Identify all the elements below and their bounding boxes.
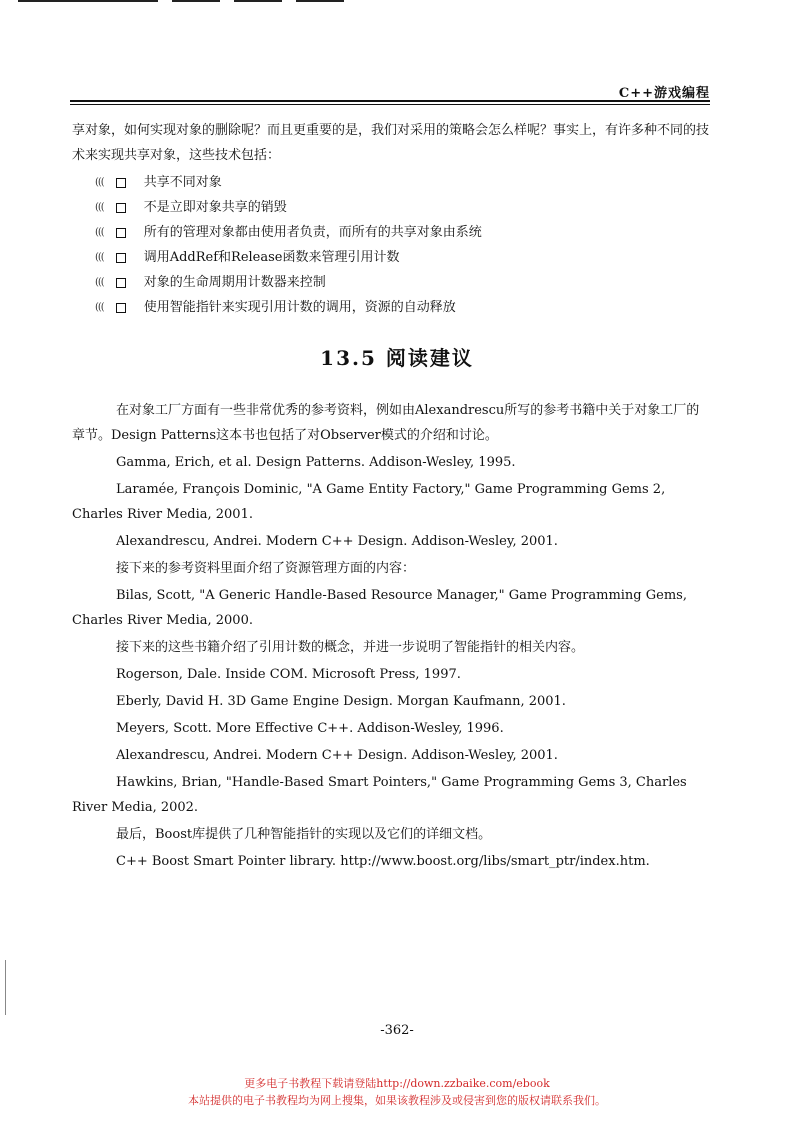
scan-edge-line [5,960,6,1015]
bullet-item [95,220,695,245]
running-header: C++游戏编程 [618,86,710,101]
footer-copyright-line: 本站提供的电子书教程均为网上搜集，如果该教程涉及或侵害到您的版权请联系我们。 [188,1094,606,1107]
reference-item: C++ Boost Smart Pointer library. http://www.boost.org/libs/smart_ptr/index.htm. [116,854,650,869]
reference-item: Eberly, David H. 3D Game Engine Design. Morgan Kaufmann, 2001. [116,694,566,709]
bullet-text: 不是立即对象共享的销毁 [143,200,287,215]
bullet-prefix: ((( [95,177,104,188]
bullet-prefix: ((( [95,227,104,238]
bullet-prefix: ((( [95,202,104,213]
checkbox-bullet-icon [116,303,126,313]
bullet-text: 调用AddRef和Release函数来管理引用计数 [143,250,400,265]
reference-item: Meyers, Scott. More Effective C++. Addison-Wesley, 1996. [116,721,504,736]
bullet-text: 对象的生命周期用计数器来控制 [143,275,326,290]
checkbox-bullet-icon [116,278,126,288]
reference-item: Alexandrescu, Andrei. Modern C++ Design. Addison-Wesley, 2001. [116,748,558,763]
reference-list [72,398,712,876]
bullet-item [95,270,695,295]
bullet-item [95,170,695,195]
header-rule [70,100,710,105]
bullet-prefix: ((( [95,302,104,313]
reference-item: 最后，Boost库提供了几种智能指针的实现以及它们的详细文档。 [116,827,492,842]
reference-item: Alexandrescu, Andrei. Modern C++ Design. Addison-Wesley, 2001. [116,534,558,549]
bullet-item [95,245,695,270]
footer-notice [0,1075,794,1109]
bullet-text: 所有的管理对象都由使用者负责，而所有的共享对象由系统 [143,225,482,240]
bullet-item [95,295,695,320]
checkbox-bullet-icon [116,253,126,263]
reference-item: Hawkins, Brian, "Handle-Based Smart Pointers," Game Programming Gems 3, Charles River Media, 2002. [72,775,687,815]
bullet-item [95,195,695,220]
checkbox-bullet-icon [116,228,126,238]
bullet-prefix: ((( [95,252,104,263]
section-title: 13.5 阅读建议 [320,346,474,370]
reference-item: Laramée, François Dominic, "A Game Entity Factory," Game Programming Gems 2, Charles River Media, 2001. [72,482,666,522]
intro-paragraph: 享对象，如何实现对象的删除呢？而且更重要的是，我们对采用的策略会怎么样呢？事实上，有许多种不同的技术来实现共享对象，这些技术包括： [72,123,710,163]
bullet-list [95,170,695,320]
reference-item: Rogerson, Dale. Inside COM. Microsoft Press, 1997. [116,667,461,682]
checkbox-bullet-icon [116,178,126,188]
scan-artifact [0,0,794,4]
page-number: -362- [380,1023,414,1038]
footer-download-line: 更多电子书教程下载请登陆http://down.zzbaike.com/ebook [244,1077,550,1090]
bullet-prefix: ((( [95,277,104,288]
bullet-text: 共享不同对象 [143,175,222,190]
reference-item: Gamma, Erich, et al. Design Patterns. Addison-Wesley, 1995. [116,455,516,470]
reference-item: 在对象工厂方面有一些非常优秀的参考资料，例如由Alexandrescu所写的参考书籍中关于对象工厂的章节。Design Patterns这本书也包括了对Observer模式的介绍和讨论。 [72,403,700,443]
reference-item: Bilas, Scott, "A Generic Handle-Based Resource Manager," Game Programming Gems, Charles River Media, 2000. [72,588,687,628]
reference-item: 接下来的参考资料里面介绍了资源管理方面的内容： [116,561,416,576]
checkbox-bullet-icon [116,203,126,213]
reference-item: 接下来的这些书籍介绍了引用计数的概念，并进一步说明了智能指针的相关内容。 [116,640,585,655]
bullet-text: 使用智能指针来实现引用计数的调用，资源的自动释放 [143,300,456,315]
